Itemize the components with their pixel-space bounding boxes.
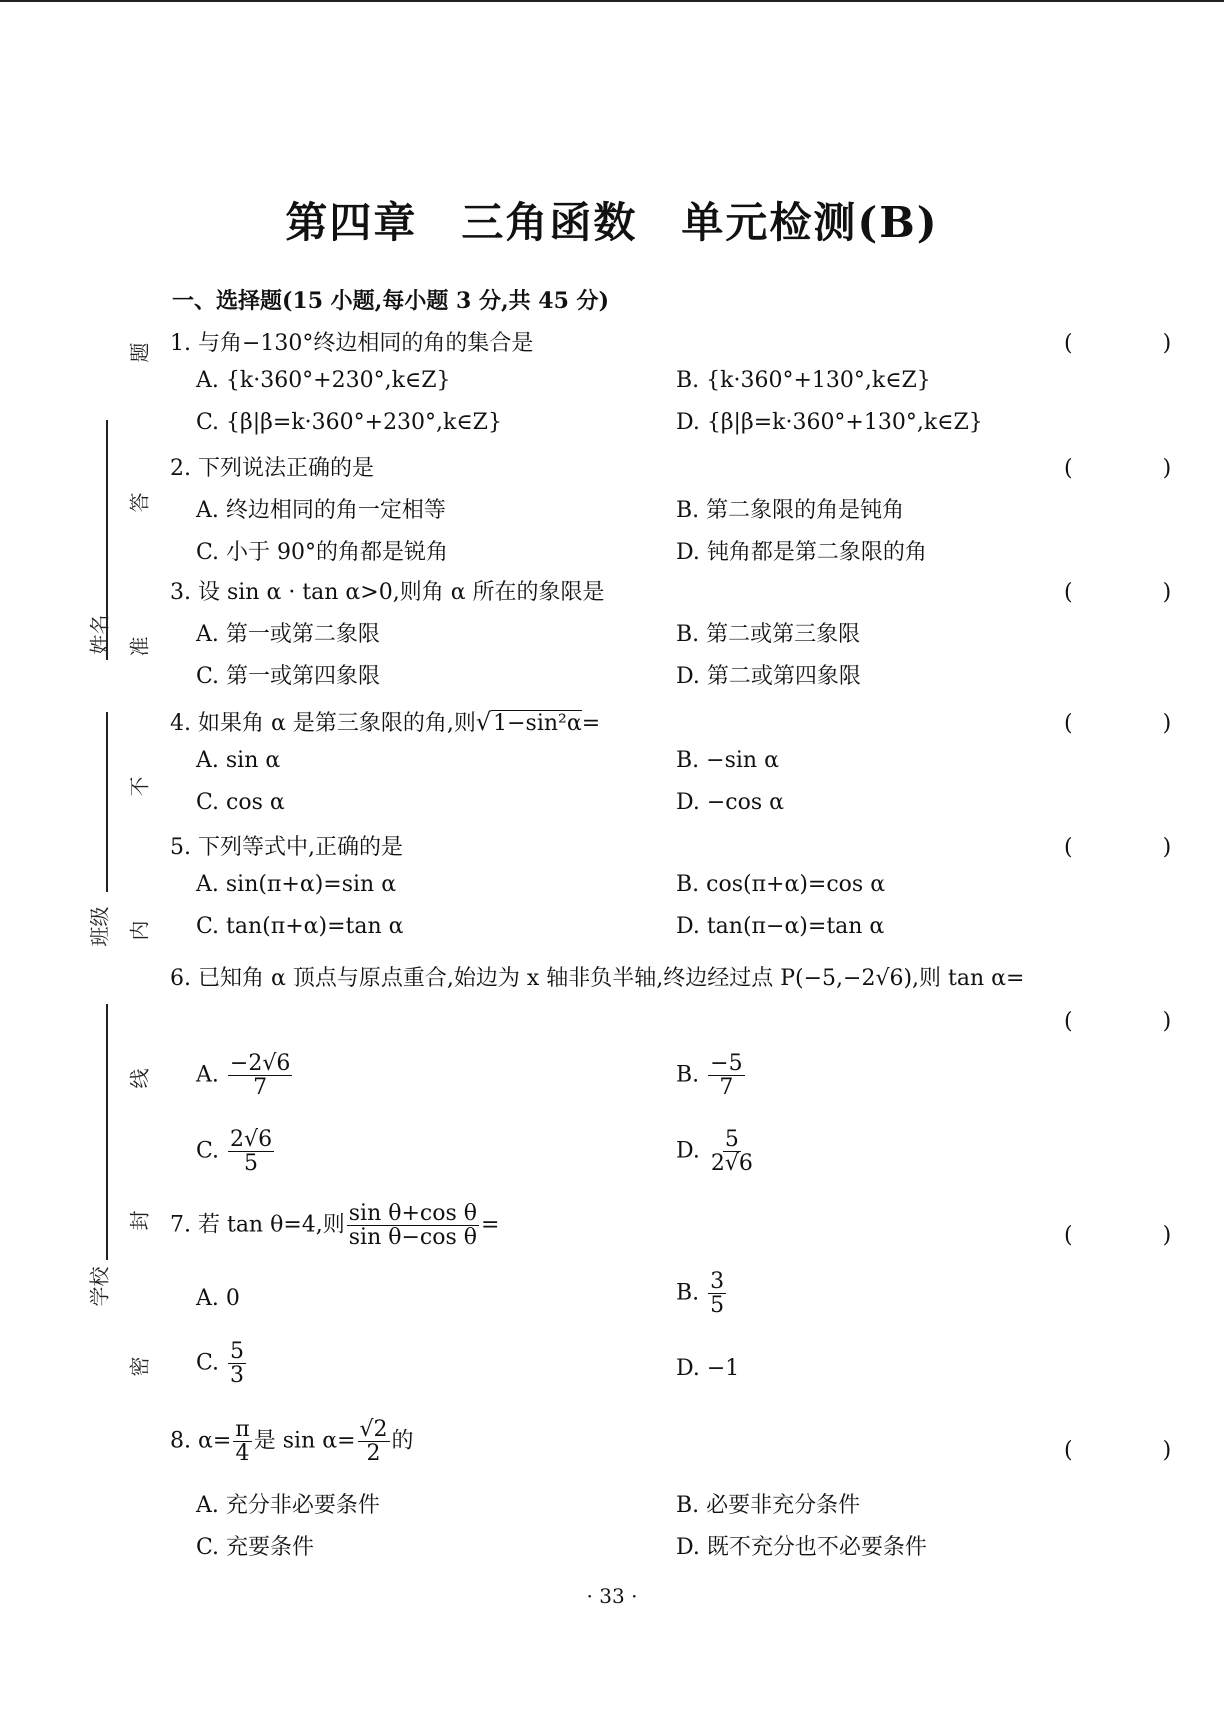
option-d: D. −1 xyxy=(676,1356,740,1381)
option-c: C. {β|β=k·360°+230°,k∈Z} xyxy=(196,410,502,435)
page-number: · 33 · xyxy=(586,1584,638,1608)
stem-text: = xyxy=(481,1212,500,1238)
seal-char: 内 xyxy=(127,920,152,941)
option-b: B. −sin α xyxy=(676,748,779,773)
numerator: 2√6 xyxy=(230,1127,273,1152)
binding-line xyxy=(106,1004,108,1260)
option-a: A. 0 xyxy=(196,1286,240,1311)
option-a: A. 充分非必要条件 xyxy=(196,1493,380,1518)
numerator: 3 xyxy=(710,1269,725,1294)
numerator: 5 xyxy=(230,1339,245,1364)
question-stem xyxy=(170,1418,414,1465)
stem-text: 的 xyxy=(391,1428,414,1454)
radicand: 1−sin²α xyxy=(493,711,582,736)
fraction xyxy=(228,1052,292,1099)
option-a: A. 终边相同的角一定相等 xyxy=(196,498,446,523)
option-b xyxy=(676,1052,747,1099)
option-d: D. 钝角都是第二象限的角 xyxy=(676,540,927,565)
option-b xyxy=(676,1270,728,1317)
option-label: C. xyxy=(196,1350,220,1376)
option-label: A. xyxy=(196,1062,219,1088)
answer-paren: ( ) xyxy=(1064,331,1206,356)
option-label: D. xyxy=(676,1138,700,1164)
numerator: −2√6 xyxy=(229,1051,291,1076)
seal-char: 线 xyxy=(127,1068,152,1089)
option-c: C. tan(π+α)=tan α xyxy=(196,914,404,939)
option-d: D. {β|β=k·360°+130°,k∈Z} xyxy=(676,410,983,435)
top-border xyxy=(0,0,1224,2)
option-a: A. 第一或第二象限 xyxy=(196,622,380,647)
question-stem: 1. 与角−130°终边相同的角的集合是 xyxy=(170,331,534,356)
option-a: A. sin α xyxy=(196,748,281,773)
option-a: A. sin(π+α)=sin α xyxy=(196,872,397,897)
question-stem xyxy=(170,1202,499,1249)
sqrt-sign: √ xyxy=(475,708,492,736)
option-c: C. 第一或第四象限 xyxy=(196,664,381,689)
denominator: sin θ−cos θ xyxy=(348,1225,478,1251)
question-stem: 6. 已知角 α 顶点与原点重合,始边为 x 轴非负半轴,终边经过点 P(−5,−2√6),则 tan α= xyxy=(170,966,1025,991)
denominator: 5 xyxy=(244,1151,259,1177)
option-c: C. cos α xyxy=(196,790,285,815)
numerator: −5 xyxy=(710,1051,743,1076)
option-c xyxy=(196,1128,276,1175)
question-stem xyxy=(170,706,600,737)
school-label: 学校 xyxy=(87,1266,112,1307)
option-d: D. tan(π−α)=tan α xyxy=(676,914,885,939)
fraction xyxy=(233,1418,251,1465)
option-b: B. {k·360°+130°,k∈Z} xyxy=(676,368,931,393)
answer-paren: ( ) xyxy=(1064,456,1206,481)
fraction xyxy=(708,1270,726,1317)
answer-paren: ( ) xyxy=(1064,1223,1206,1248)
option-b: B. 第二象限的角是钝角 xyxy=(676,498,905,523)
numerator: 5 xyxy=(724,1127,739,1152)
option-label: B. xyxy=(676,1280,700,1306)
seal-char: 准 xyxy=(127,636,152,657)
numerator: π xyxy=(235,1417,250,1442)
seal-char: 封 xyxy=(127,1210,152,1231)
fraction xyxy=(708,1052,744,1099)
denominator: 2√6 xyxy=(710,1151,753,1177)
stem-text: 是 sin α= xyxy=(253,1428,356,1454)
class-label: 班级 xyxy=(87,906,112,947)
fraction xyxy=(228,1340,246,1387)
option-c: C. 充要条件 xyxy=(196,1535,315,1560)
denominator: 7 xyxy=(719,1075,734,1101)
denominator: 5 xyxy=(710,1293,725,1319)
fraction xyxy=(228,1128,274,1175)
option-a: A. {k·360°+230°,k∈Z} xyxy=(196,368,451,393)
numerator: √2 xyxy=(359,1417,388,1442)
option-a xyxy=(196,1052,294,1099)
option-b: B. 第二或第三象限 xyxy=(676,622,861,647)
question-stem: 3. 设 sin α · tan α>0,则角 α 所在的象限是 xyxy=(170,580,605,605)
denominator: 2 xyxy=(366,1441,381,1467)
seal-char: 密 xyxy=(127,1356,152,1377)
binding-line xyxy=(106,712,108,892)
option-c xyxy=(196,1340,248,1387)
answer-paren: ( ) xyxy=(1064,1438,1206,1463)
section-heading: 一、选择题(15 小题,每小题 3 分,共 45 分) xyxy=(172,288,609,314)
option-d: D. 第二或第四象限 xyxy=(676,664,861,689)
stem-text: 4. 如果角 α 是第三象限的角,则 xyxy=(170,711,476,736)
option-c: C. 小于 90°的角都是锐角 xyxy=(196,540,449,565)
option-d: D. −cos α xyxy=(676,790,784,815)
option-label: B. xyxy=(676,1062,700,1088)
question-stem: 2. 下列说法正确的是 xyxy=(170,456,374,481)
question-stem: 5. 下列等式中,正确的是 xyxy=(170,835,403,860)
answer-paren: ( ) xyxy=(1064,580,1206,605)
answer-paren: ( ) xyxy=(1064,1009,1206,1034)
answer-paren: ( ) xyxy=(1064,835,1206,860)
option-d: D. 既不充分也不必要条件 xyxy=(676,1535,927,1560)
denominator: 4 xyxy=(235,1441,250,1467)
option-b: B. 必要非充分条件 xyxy=(676,1493,861,1518)
option-label: C. xyxy=(196,1138,220,1164)
numerator: sin θ+cos θ xyxy=(348,1201,478,1226)
denominator: 7 xyxy=(253,1075,268,1101)
stem-text: 8. α= xyxy=(170,1428,232,1454)
seal-char: 答 xyxy=(127,492,152,513)
page-title: 第四章 三角函数 单元检测(B) xyxy=(285,198,939,247)
fraction xyxy=(358,1418,390,1465)
option-d xyxy=(676,1128,757,1175)
seal-char: 不 xyxy=(127,776,152,797)
option-b: B. cos(π+α)=cos α xyxy=(676,872,886,897)
name-label: 姓名 xyxy=(87,614,112,655)
stem-text: = xyxy=(581,711,601,736)
seal-char: 题 xyxy=(127,342,152,363)
answer-paren: ( ) xyxy=(1064,711,1206,736)
denominator: 3 xyxy=(230,1363,245,1389)
fraction xyxy=(709,1128,755,1175)
stem-text: 7. 若 tan θ=4,则 xyxy=(170,1212,345,1238)
fraction xyxy=(347,1202,479,1249)
